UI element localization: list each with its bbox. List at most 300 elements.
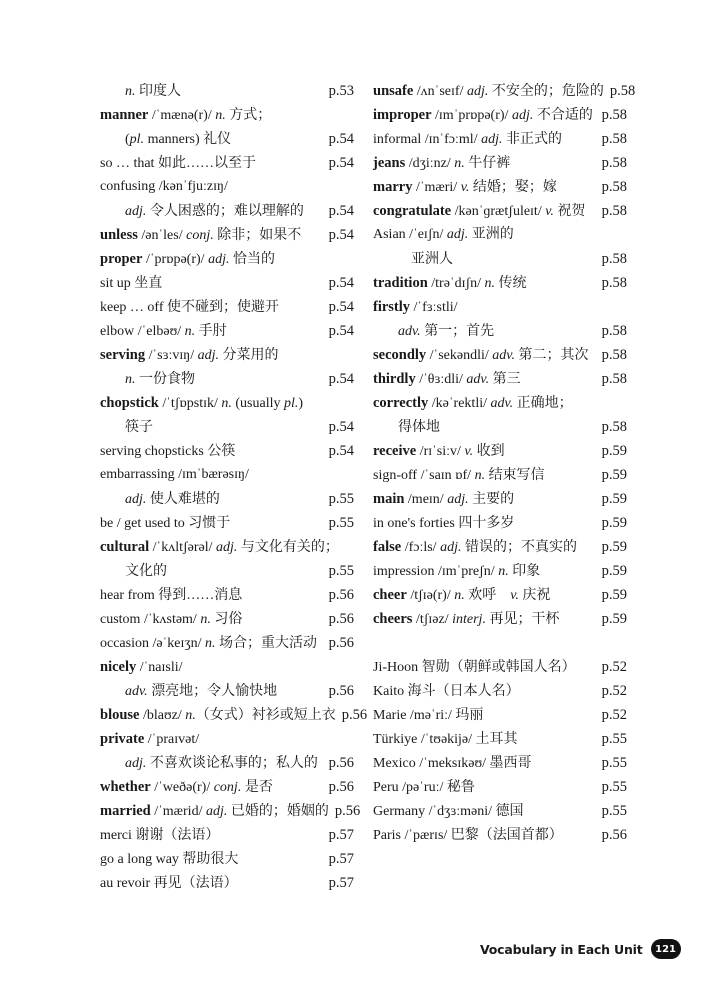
vocab-entry-line bbox=[373, 151, 627, 175]
vocab-entry-line bbox=[100, 415, 354, 439]
entry-segment: 非正式的 bbox=[502, 132, 562, 147]
entry-text bbox=[373, 223, 514, 247]
entry-segment: Türkiye /ˈtʊəkijə/ 土耳其 bbox=[373, 732, 518, 747]
entry-text bbox=[373, 199, 585, 224]
part-of-speech: v. bbox=[464, 444, 474, 459]
entry-segment: /kənˈɡrætʃuleɪt/ bbox=[451, 204, 546, 219]
headword: receive bbox=[373, 443, 417, 459]
part-of-speech: adj. bbox=[205, 804, 228, 819]
page-reference: p.54 bbox=[328, 131, 354, 147]
vocab-entry-line bbox=[100, 391, 354, 415]
entry-text bbox=[373, 439, 505, 464]
entry-segment: 是否 bbox=[241, 780, 273, 795]
entry-text bbox=[373, 776, 475, 800]
vocab-entry-line bbox=[373, 655, 627, 679]
entry-segment: /ˈfɜːstli/ bbox=[410, 300, 458, 315]
entry-segment: /ˈsekəndli/ bbox=[426, 348, 493, 363]
entry-segment: /trəˈdɪʃn/ bbox=[427, 276, 485, 291]
page-reference: p.58 bbox=[601, 107, 627, 123]
page-reference: p.58 bbox=[609, 83, 636, 99]
entry-segment: /tʃɪəz/ bbox=[412, 612, 453, 627]
vocab-entry-line bbox=[100, 559, 354, 583]
vocab-entry-line bbox=[100, 319, 354, 343]
page-reference: p.58 bbox=[601, 419, 627, 435]
entry-segment: 亚洲人 bbox=[411, 252, 453, 267]
vocab-entry-line bbox=[100, 847, 354, 871]
entry-segment: 不安全的；危险的 bbox=[488, 84, 604, 99]
vocab-entry-line bbox=[100, 583, 354, 607]
part-of-speech: pl. bbox=[283, 396, 299, 411]
headword: tradition bbox=[373, 275, 428, 291]
page-reference: p.59 bbox=[601, 443, 627, 459]
entry-segment: 手肘 bbox=[195, 324, 227, 339]
headword: jeans bbox=[373, 155, 406, 171]
vocab-entry-line bbox=[373, 127, 627, 151]
entry-text bbox=[373, 824, 563, 848]
entry-text bbox=[100, 272, 162, 296]
entry-segment: occasion /əˈkeɪʒn/ bbox=[100, 636, 205, 651]
entry-segment: manners) 礼仪 bbox=[144, 132, 232, 147]
entry-text bbox=[100, 824, 219, 848]
vocabulary-column-right bbox=[373, 79, 636, 847]
entry-text bbox=[373, 487, 514, 512]
entry-text bbox=[373, 151, 510, 176]
entry-segment: 传统 bbox=[495, 276, 527, 291]
entry-segment: /ˈmæri/ bbox=[412, 180, 461, 195]
entry-segment: 结婚；娶；嫁 bbox=[469, 180, 557, 195]
headword: unless bbox=[100, 227, 138, 243]
part-of-speech: adj. bbox=[446, 227, 469, 242]
entry-text bbox=[100, 152, 256, 176]
entry-segment: 令人困惑的；难以理解的 bbox=[146, 204, 304, 219]
headword: main bbox=[373, 491, 405, 507]
entry-text bbox=[100, 320, 227, 344]
page-reference: p.55 bbox=[328, 491, 354, 507]
page-number-badge: 121 bbox=[651, 939, 681, 959]
vocab-entry-line bbox=[373, 343, 627, 367]
entry-segment: /ˈtʃɒpstɪk/ bbox=[158, 396, 222, 411]
vocab-entry-line bbox=[373, 79, 636, 103]
vocab-entry-line bbox=[373, 487, 627, 511]
vocab-entry-line bbox=[373, 727, 627, 751]
entry-text bbox=[100, 463, 249, 487]
entry-segment: sit up 坐直 bbox=[100, 276, 163, 291]
part-of-speech: interj. bbox=[452, 612, 486, 627]
vocab-entry-line bbox=[373, 271, 627, 295]
entry-text bbox=[100, 391, 303, 416]
entry-segment: serving chopsticks 公筷 bbox=[100, 444, 236, 459]
headword: chopstick bbox=[100, 395, 159, 411]
entry-segment: ( bbox=[125, 132, 130, 147]
page-reference: p.57 bbox=[328, 827, 354, 843]
page-reference: p.55 bbox=[328, 563, 354, 579]
headword: proper bbox=[100, 251, 143, 267]
part-of-speech: adv. bbox=[490, 396, 514, 411]
entry-segment: /ənˈles/ bbox=[137, 228, 187, 243]
entry-text bbox=[100, 608, 242, 632]
headword: serving bbox=[100, 347, 146, 363]
vocab-entry-line bbox=[100, 727, 354, 751]
vocab-entry-line bbox=[373, 463, 627, 487]
part-of-speech: n. bbox=[125, 84, 136, 99]
entry-text bbox=[373, 271, 527, 296]
vocab-entry-line bbox=[373, 415, 627, 439]
entry-segment: 印度人 bbox=[135, 84, 181, 99]
vocab-entry-line bbox=[373, 439, 627, 463]
entry-text bbox=[100, 488, 220, 512]
part-of-speech: n. bbox=[125, 372, 136, 387]
vocab-entry-line bbox=[100, 151, 354, 175]
entry-segment: be / get used to 习惯于 bbox=[100, 516, 231, 531]
vocabulary-column-left bbox=[100, 79, 368, 895]
entry-segment: 得体地 bbox=[398, 420, 440, 435]
entry-segment: /ˈweðə(r)/ bbox=[150, 780, 214, 795]
entry-segment: 已婚的；婚姻的 bbox=[227, 804, 329, 819]
page-reference: p.56 bbox=[328, 587, 354, 603]
entry-segment: /ˈsɜːvɪŋ/ bbox=[145, 348, 198, 363]
headword: cultural bbox=[100, 539, 150, 555]
entry-text bbox=[100, 775, 273, 800]
entry-text bbox=[373, 680, 520, 704]
entry-text bbox=[373, 391, 573, 416]
entry-segment: （女式）衬衫或短上衣 bbox=[195, 708, 336, 723]
vocab-entry-line bbox=[373, 199, 627, 223]
entry-text bbox=[100, 655, 183, 680]
entry-segment: /dʒiːnz/ bbox=[405, 156, 455, 171]
entry-segment: /ˈkʌltʃərəl/ bbox=[149, 540, 217, 555]
entry-segment: /ˈprɒpə(r)/ bbox=[142, 252, 209, 267]
vocab-entry-line bbox=[373, 583, 627, 607]
entry-segment: elbow /ˈelbəʊ/ bbox=[100, 324, 185, 339]
page-reference: p.55 bbox=[601, 731, 627, 747]
entry-segment: /ˈmænə(r)/ bbox=[148, 108, 216, 123]
page-reference: p.55 bbox=[601, 755, 627, 771]
entry-segment: /ˈnaɪsli/ bbox=[136, 660, 183, 675]
vocab-entry-line bbox=[100, 607, 354, 631]
entry-segment: /fɔːls/ bbox=[401, 540, 441, 555]
entry-text bbox=[100, 752, 318, 776]
entry-segment: 牛仔裤 bbox=[464, 156, 511, 171]
part-of-speech: v. bbox=[545, 204, 554, 219]
headword: unsafe bbox=[373, 83, 414, 99]
entry-segment: Marie /məˈriː/ 玛丽 bbox=[373, 708, 484, 723]
entry-text bbox=[100, 200, 304, 224]
entry-segment: /ˈpraɪvət/ bbox=[144, 732, 200, 747]
part-of-speech: n. bbox=[215, 108, 226, 123]
page-reference: p.56 bbox=[328, 683, 354, 699]
page-reference: p.58 bbox=[601, 155, 627, 171]
entry-segment: au revoir 再见（法语） bbox=[100, 876, 238, 891]
page-reference: p.54 bbox=[328, 299, 354, 315]
vocab-entry-line bbox=[373, 703, 627, 727]
entry-text bbox=[100, 416, 153, 440]
entry-text bbox=[373, 512, 514, 536]
page-reference: p.58 bbox=[601, 347, 627, 363]
entry-segment: 主要的 bbox=[468, 492, 515, 507]
entry-segment: 欢呼 bbox=[464, 588, 511, 603]
vocab-entry-line bbox=[100, 511, 354, 535]
entry-text bbox=[373, 752, 532, 776]
part-of-speech: adv. bbox=[492, 348, 515, 363]
entry-text bbox=[100, 872, 238, 896]
part-of-speech: n. bbox=[484, 276, 496, 291]
entry-segment: 方式； bbox=[225, 108, 272, 123]
part-of-speech: adj. bbox=[125, 204, 147, 219]
vocab-entry-line bbox=[373, 175, 627, 199]
vocab-entry-line bbox=[373, 535, 627, 559]
page-reference: p.54 bbox=[328, 419, 354, 435]
vocab-entry-line bbox=[100, 535, 354, 559]
vocab-entry-line bbox=[100, 199, 354, 223]
page-reference: p.55 bbox=[601, 779, 627, 795]
headword: congratulate bbox=[373, 203, 452, 219]
part-of-speech: pl. bbox=[129, 132, 145, 147]
entry-segment: 错误的；不真实的 bbox=[461, 540, 577, 555]
entry-segment: 场合；重大活动 bbox=[215, 636, 317, 651]
entry-segment: 收到 bbox=[473, 444, 505, 459]
vocab-entry-line bbox=[100, 799, 361, 823]
entry-segment: 祝贺 bbox=[553, 204, 586, 219]
vocab-entry-line bbox=[373, 103, 627, 127]
entry-text bbox=[100, 512, 230, 536]
entry-text bbox=[373, 800, 524, 824]
page-reference: p.55 bbox=[601, 803, 627, 819]
entry-segment: 庆祝 bbox=[518, 588, 551, 603]
part-of-speech: adj. bbox=[447, 492, 469, 507]
part-of-speech: n. bbox=[204, 636, 216, 651]
page-reference: p.57 bbox=[328, 851, 354, 867]
entry-segment: Peru /pəˈruː/ 秘鲁 bbox=[373, 780, 475, 795]
entry-text bbox=[373, 128, 562, 152]
entry-text bbox=[100, 296, 279, 320]
entry-segment: /meɪn/ bbox=[404, 492, 448, 507]
vocab-entry-line bbox=[100, 103, 354, 127]
page-reference: p.59 bbox=[601, 467, 627, 483]
entry-text bbox=[373, 175, 557, 200]
page-reference: p.59 bbox=[601, 563, 627, 579]
page-reference: p.59 bbox=[601, 515, 627, 531]
page-reference: p.56 bbox=[601, 827, 627, 843]
headword: marry bbox=[373, 179, 413, 195]
headword: whether bbox=[100, 779, 151, 795]
page-reference: p.57 bbox=[328, 875, 354, 891]
headword: cheers bbox=[373, 611, 413, 627]
vocab-entry-line bbox=[100, 127, 354, 151]
entry-segment: 第一；首先 bbox=[420, 324, 495, 339]
page-reference: p.58 bbox=[601, 131, 627, 147]
entry-segment: 亚洲的 bbox=[468, 227, 514, 242]
page-reference: p.56 bbox=[328, 635, 354, 651]
entry-text bbox=[373, 79, 604, 104]
vocab-entry-line bbox=[100, 871, 354, 895]
vocab-entry-line bbox=[100, 367, 354, 391]
entry-text bbox=[373, 367, 521, 392]
entry-text bbox=[100, 440, 235, 464]
part-of-speech: n. bbox=[200, 612, 211, 627]
entry-segment: 结束写信 bbox=[485, 468, 545, 483]
page-reference: p.54 bbox=[328, 443, 354, 459]
entry-text bbox=[100, 175, 228, 199]
entry-segment: /blaʊz/ bbox=[139, 708, 186, 723]
entry-segment: 除非；如果不 bbox=[213, 228, 302, 243]
page-reference: p.54 bbox=[328, 371, 354, 387]
entry-text bbox=[373, 560, 540, 584]
page-reference: p.56 bbox=[328, 779, 354, 795]
page-reference: p.59 bbox=[601, 611, 627, 627]
vocab-entry-line bbox=[373, 679, 627, 703]
page-reference: p.54 bbox=[328, 323, 354, 339]
vocab-entry-line bbox=[100, 223, 354, 247]
entry-segment: 筷子 bbox=[125, 420, 153, 435]
entry-segment: 分菜用的 bbox=[218, 348, 279, 363]
footer-title: Vocabulary in Each Unit bbox=[480, 941, 643, 957]
headword: improper bbox=[373, 107, 432, 123]
vocab-entry-line bbox=[100, 487, 354, 511]
entry-segment: 第三 bbox=[489, 372, 521, 387]
entry-segment: 习俗 bbox=[210, 612, 243, 627]
headword: blouse bbox=[100, 707, 140, 723]
entry-text bbox=[100, 584, 242, 608]
entry-text bbox=[100, 80, 181, 104]
page-reference: p.55 bbox=[328, 515, 354, 531]
vocab-entry-line bbox=[100, 703, 368, 727]
entry-text bbox=[373, 704, 483, 728]
entry-text bbox=[100, 128, 231, 152]
page-reference: p.58 bbox=[601, 251, 627, 267]
page-reference: p.53 bbox=[328, 83, 354, 99]
entry-segment: /ˈmærid/ bbox=[150, 804, 206, 819]
vocab-entry-line bbox=[373, 607, 627, 631]
vocab-entry-line bbox=[100, 631, 354, 655]
part-of-speech: n. bbox=[221, 396, 232, 411]
vocab-entry-line bbox=[100, 271, 354, 295]
vocab-entry-line bbox=[100, 463, 354, 487]
headword: nicely bbox=[100, 659, 137, 675]
vocab-entry-line bbox=[100, 295, 354, 319]
entry-segment: Asian /ˈeɪʃn/ bbox=[373, 227, 447, 242]
entry-segment: hear from 得到……消息 bbox=[100, 588, 243, 603]
entry-text bbox=[373, 295, 458, 320]
part-of-speech: v. bbox=[460, 180, 470, 195]
part-of-speech: adj. bbox=[481, 132, 503, 147]
entry-text bbox=[100, 247, 275, 272]
entry-segment: Germany /ˈdʒɜːməni/ 德国 bbox=[373, 804, 524, 819]
entry-segment: Paris /ˈpærɪs/ 巴黎（法国首都） bbox=[373, 828, 563, 843]
vocab-entry-line bbox=[100, 679, 354, 703]
part-of-speech: adj. bbox=[511, 108, 534, 123]
entry-text bbox=[100, 368, 195, 392]
page-reference: p.59 bbox=[601, 539, 627, 555]
entry-segment: confusing /kənˈfjuːzɪŋ/ bbox=[100, 179, 228, 194]
entry-segment: impression /ɪmˈpreʃn/ bbox=[373, 564, 499, 579]
vocab-entry-line bbox=[373, 391, 627, 415]
entry-segment: /ˈθɜːdli/ bbox=[415, 372, 467, 387]
entry-segment: custom /ˈkʌstəm/ bbox=[100, 612, 201, 627]
page-reference: p.58 bbox=[601, 323, 627, 339]
entry-segment: Mexico /ˈmeksɪkəʊ/ 墨西哥 bbox=[373, 756, 532, 771]
entry-segment: so … that 如此……以至于 bbox=[100, 156, 256, 171]
entry-text bbox=[100, 848, 238, 872]
page-reference: p.54 bbox=[328, 155, 354, 171]
entry-segment: 印象 bbox=[508, 564, 541, 579]
part-of-speech: n. bbox=[474, 468, 486, 483]
entry-text bbox=[100, 103, 271, 128]
vocab-entry-line bbox=[373, 631, 627, 655]
entry-text bbox=[373, 583, 550, 608]
page-reference: p.56 bbox=[341, 707, 368, 723]
entry-segment: merci 谢谢（法语） bbox=[100, 828, 220, 843]
page-reference: p.58 bbox=[601, 179, 627, 195]
page-reference: p.59 bbox=[601, 587, 627, 603]
vocab-entry-line bbox=[373, 295, 627, 319]
vocab-entry-line bbox=[373, 775, 627, 799]
entry-segment: 使人难堪的 bbox=[146, 492, 220, 507]
vocab-entry-line bbox=[373, 367, 627, 391]
entry-segment: 漂亮地；令人愉快地 bbox=[147, 684, 278, 699]
entry-text bbox=[373, 248, 453, 272]
vocab-entry-line bbox=[100, 823, 354, 847]
entry-segment: 再见；干杯 bbox=[485, 612, 560, 627]
headword: cheer bbox=[373, 587, 407, 603]
part-of-speech: adv. bbox=[466, 372, 490, 387]
headword: correctly bbox=[373, 395, 429, 411]
entry-segment: 第二；其次 bbox=[514, 348, 589, 363]
part-of-speech: adj. bbox=[216, 540, 238, 555]
entry-text bbox=[373, 320, 494, 344]
entry-text bbox=[373, 728, 518, 752]
entry-segment: Kaito 海斗（日本人名） bbox=[373, 684, 520, 699]
part-of-speech: adj. bbox=[466, 84, 489, 99]
headword: thirdly bbox=[373, 371, 416, 387]
headword: private bbox=[100, 731, 145, 747]
entry-segment: informal /ɪnˈfɔːml/ bbox=[373, 132, 482, 147]
part-of-speech: adj. bbox=[125, 492, 147, 507]
entry-segment: ) bbox=[298, 396, 304, 411]
vocab-entry-line bbox=[100, 343, 354, 367]
page-reference: p.56 bbox=[328, 611, 354, 627]
part-of-speech: adj. bbox=[208, 252, 230, 267]
entry-text bbox=[373, 343, 588, 368]
part-of-speech: adv. bbox=[125, 684, 148, 699]
page-reference: p.54 bbox=[328, 275, 354, 291]
entry-text bbox=[373, 464, 545, 488]
part-of-speech: v. bbox=[510, 588, 519, 603]
entry-segment: /ʌnˈseɪf/ bbox=[413, 84, 467, 99]
page-reference: p.56 bbox=[328, 755, 354, 771]
part-of-speech: adj. bbox=[440, 540, 462, 555]
entry-text bbox=[100, 680, 277, 704]
entry-text bbox=[100, 727, 199, 752]
entry-segment: /rɪˈsiːv/ bbox=[416, 444, 465, 459]
page-reference: p.52 bbox=[601, 659, 627, 675]
entry-text bbox=[100, 703, 336, 728]
entry-segment: /tʃɪə(r)/ bbox=[406, 588, 455, 603]
entry-text bbox=[373, 103, 593, 128]
part-of-speech: conj. bbox=[186, 228, 214, 243]
entry-segment: 不喜欢谈论私事的；私人的 bbox=[146, 756, 318, 771]
entry-segment: 不合适的 bbox=[533, 108, 593, 123]
headword: manner bbox=[100, 107, 149, 123]
vocab-entry-line bbox=[373, 247, 627, 271]
page-reference: p.52 bbox=[601, 707, 627, 723]
page-reference: p.54 bbox=[328, 227, 354, 243]
page-reference: p.54 bbox=[328, 203, 354, 219]
part-of-speech: n. bbox=[185, 708, 196, 723]
part-of-speech: conj. bbox=[213, 780, 242, 795]
entry-text bbox=[373, 416, 440, 440]
page-reference: p.58 bbox=[601, 371, 627, 387]
headword: married bbox=[100, 803, 151, 819]
